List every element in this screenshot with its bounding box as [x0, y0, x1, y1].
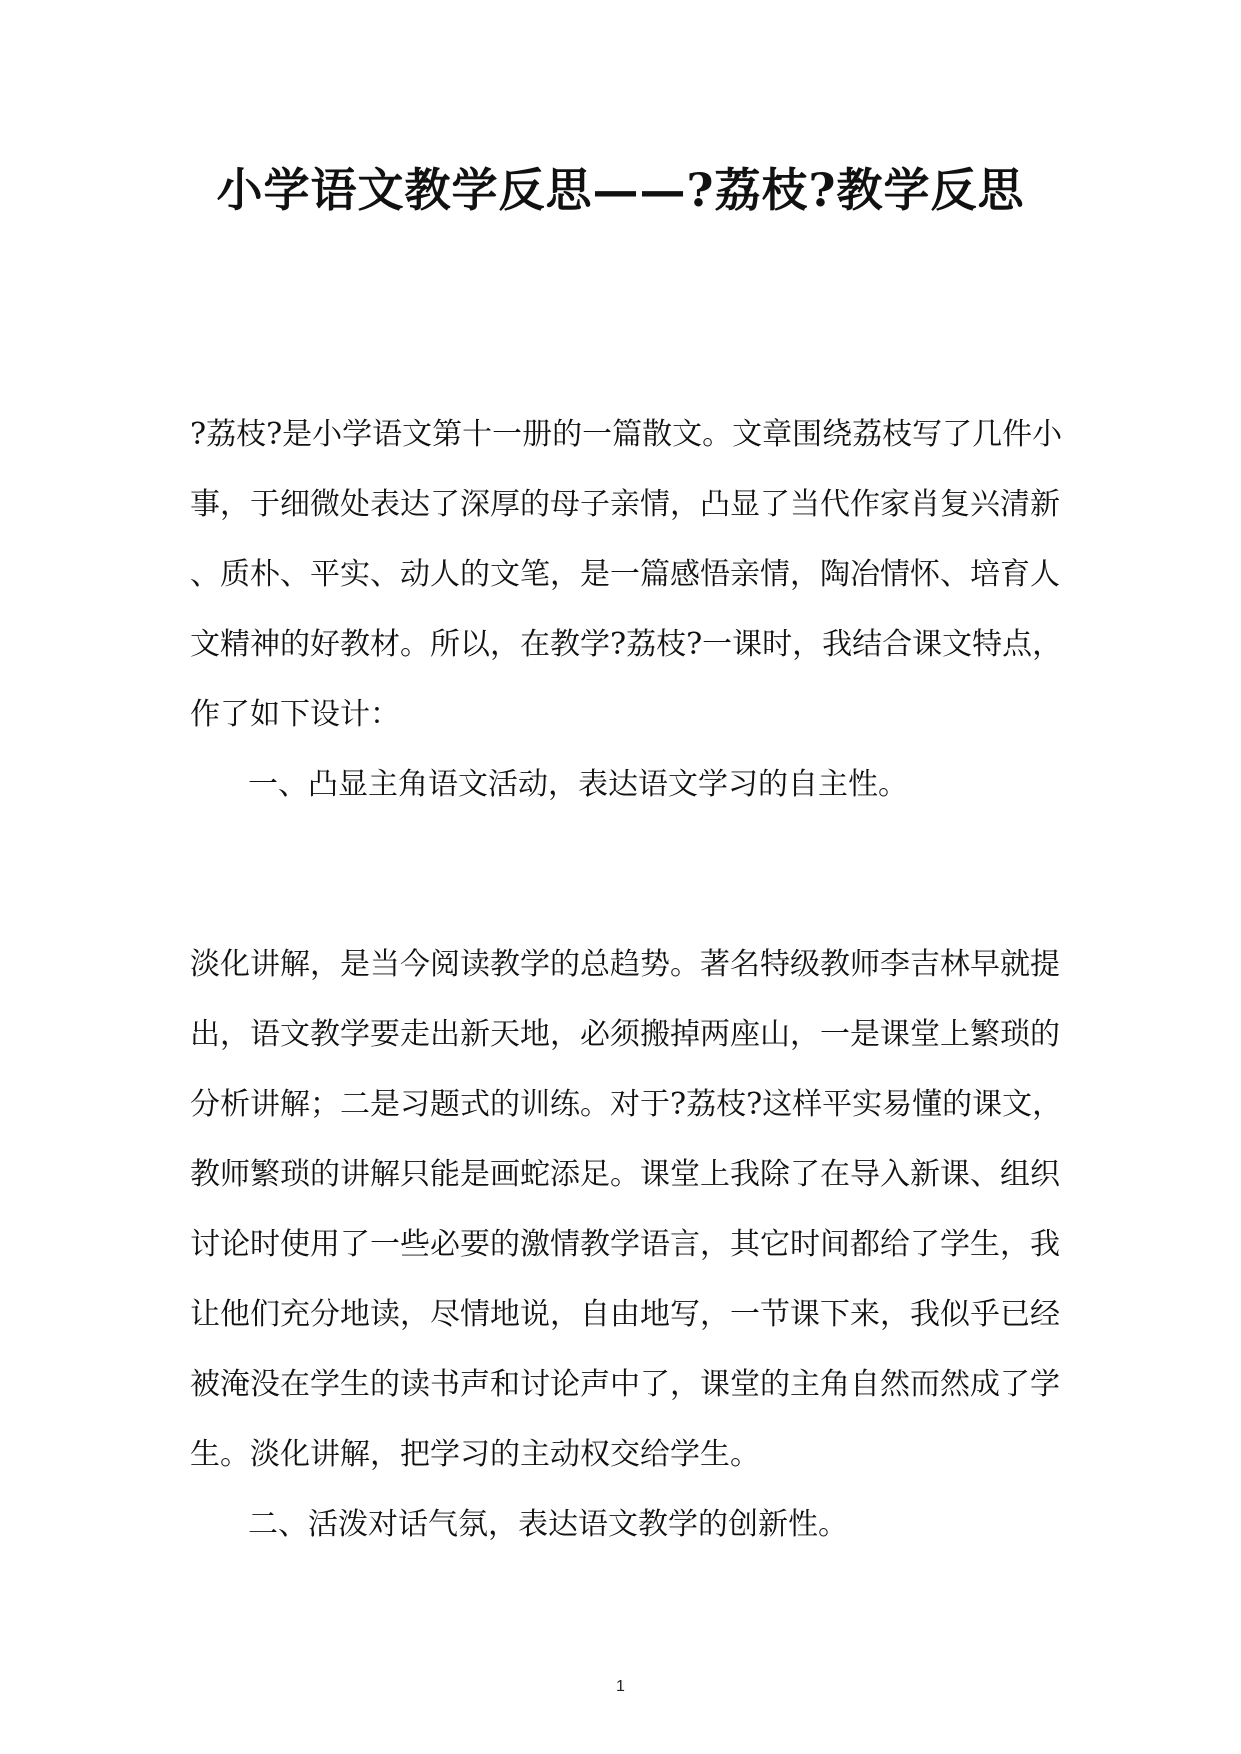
section-heading-2: 二、活泼对话气氛，表达语文教学的创新性。 [248, 1507, 848, 1542]
paragraph-line: 让他们充分地读，尽情地说，自由地写，一节课下来，我似乎已经 [190, 1297, 1060, 1332]
paragraph-line: 作了如下设计： [190, 697, 400, 732]
intro-section [190, 400, 1063, 820]
paragraph-line: 、质朴、平实、动人的文笔，是一篇感悟亲情，陶冶情怀、培育人 [190, 557, 1060, 592]
paragraph-line: 分析讲解；二是习题式的训练。对于?荔枝?这样平实易懂的课文， [190, 1087, 1063, 1122]
page-number: 1 [616, 1678, 625, 1695]
paragraph-line: 被淹没在学生的读书声和讨论声中了，课堂的主角自然而然成了学 [190, 1367, 1060, 1402]
paragraph-line: 文精神的好教材。所以，在教学?荔枝?一课时，我结合课文特点， [190, 627, 1063, 662]
paragraph-line: 事，于细微处表达了深厚的母子亲情，凸显了当代作家肖复兴清新 [190, 487, 1060, 522]
paragraph-line: 教师繁琐的讲解只能是画蛇添足。课堂上我除了在导入新课、组织 [190, 1157, 1060, 1192]
document-title: 小学语文教学反思——?荔枝?教学反思 [216, 163, 1025, 217]
paragraph-line: 出，语文教学要走出新天地，必须搬掉两座山，一是课堂上繁琐的 [190, 1017, 1060, 1052]
paragraph-line: 讨论时使用了一些必要的激情教学语言，其它时间都给了学生，我 [190, 1227, 1060, 1262]
section-1-body [190, 930, 1063, 1560]
paragraph-line: 生。淡化讲解，把学习的主动权交给学生。 [190, 1437, 760, 1472]
paragraph-line: ?荔枝?是小学语文第十一册的一篇散文。文章围绕荔枝写了几件小 [190, 417, 1063, 452]
section-heading-1: 一、凸显主角语文活动，表达语文学习的自主性。 [248, 767, 908, 802]
paragraph-line: 淡化讲解，是当今阅读教学的总趋势。著名特级教师李吉林早就提 [190, 947, 1060, 982]
